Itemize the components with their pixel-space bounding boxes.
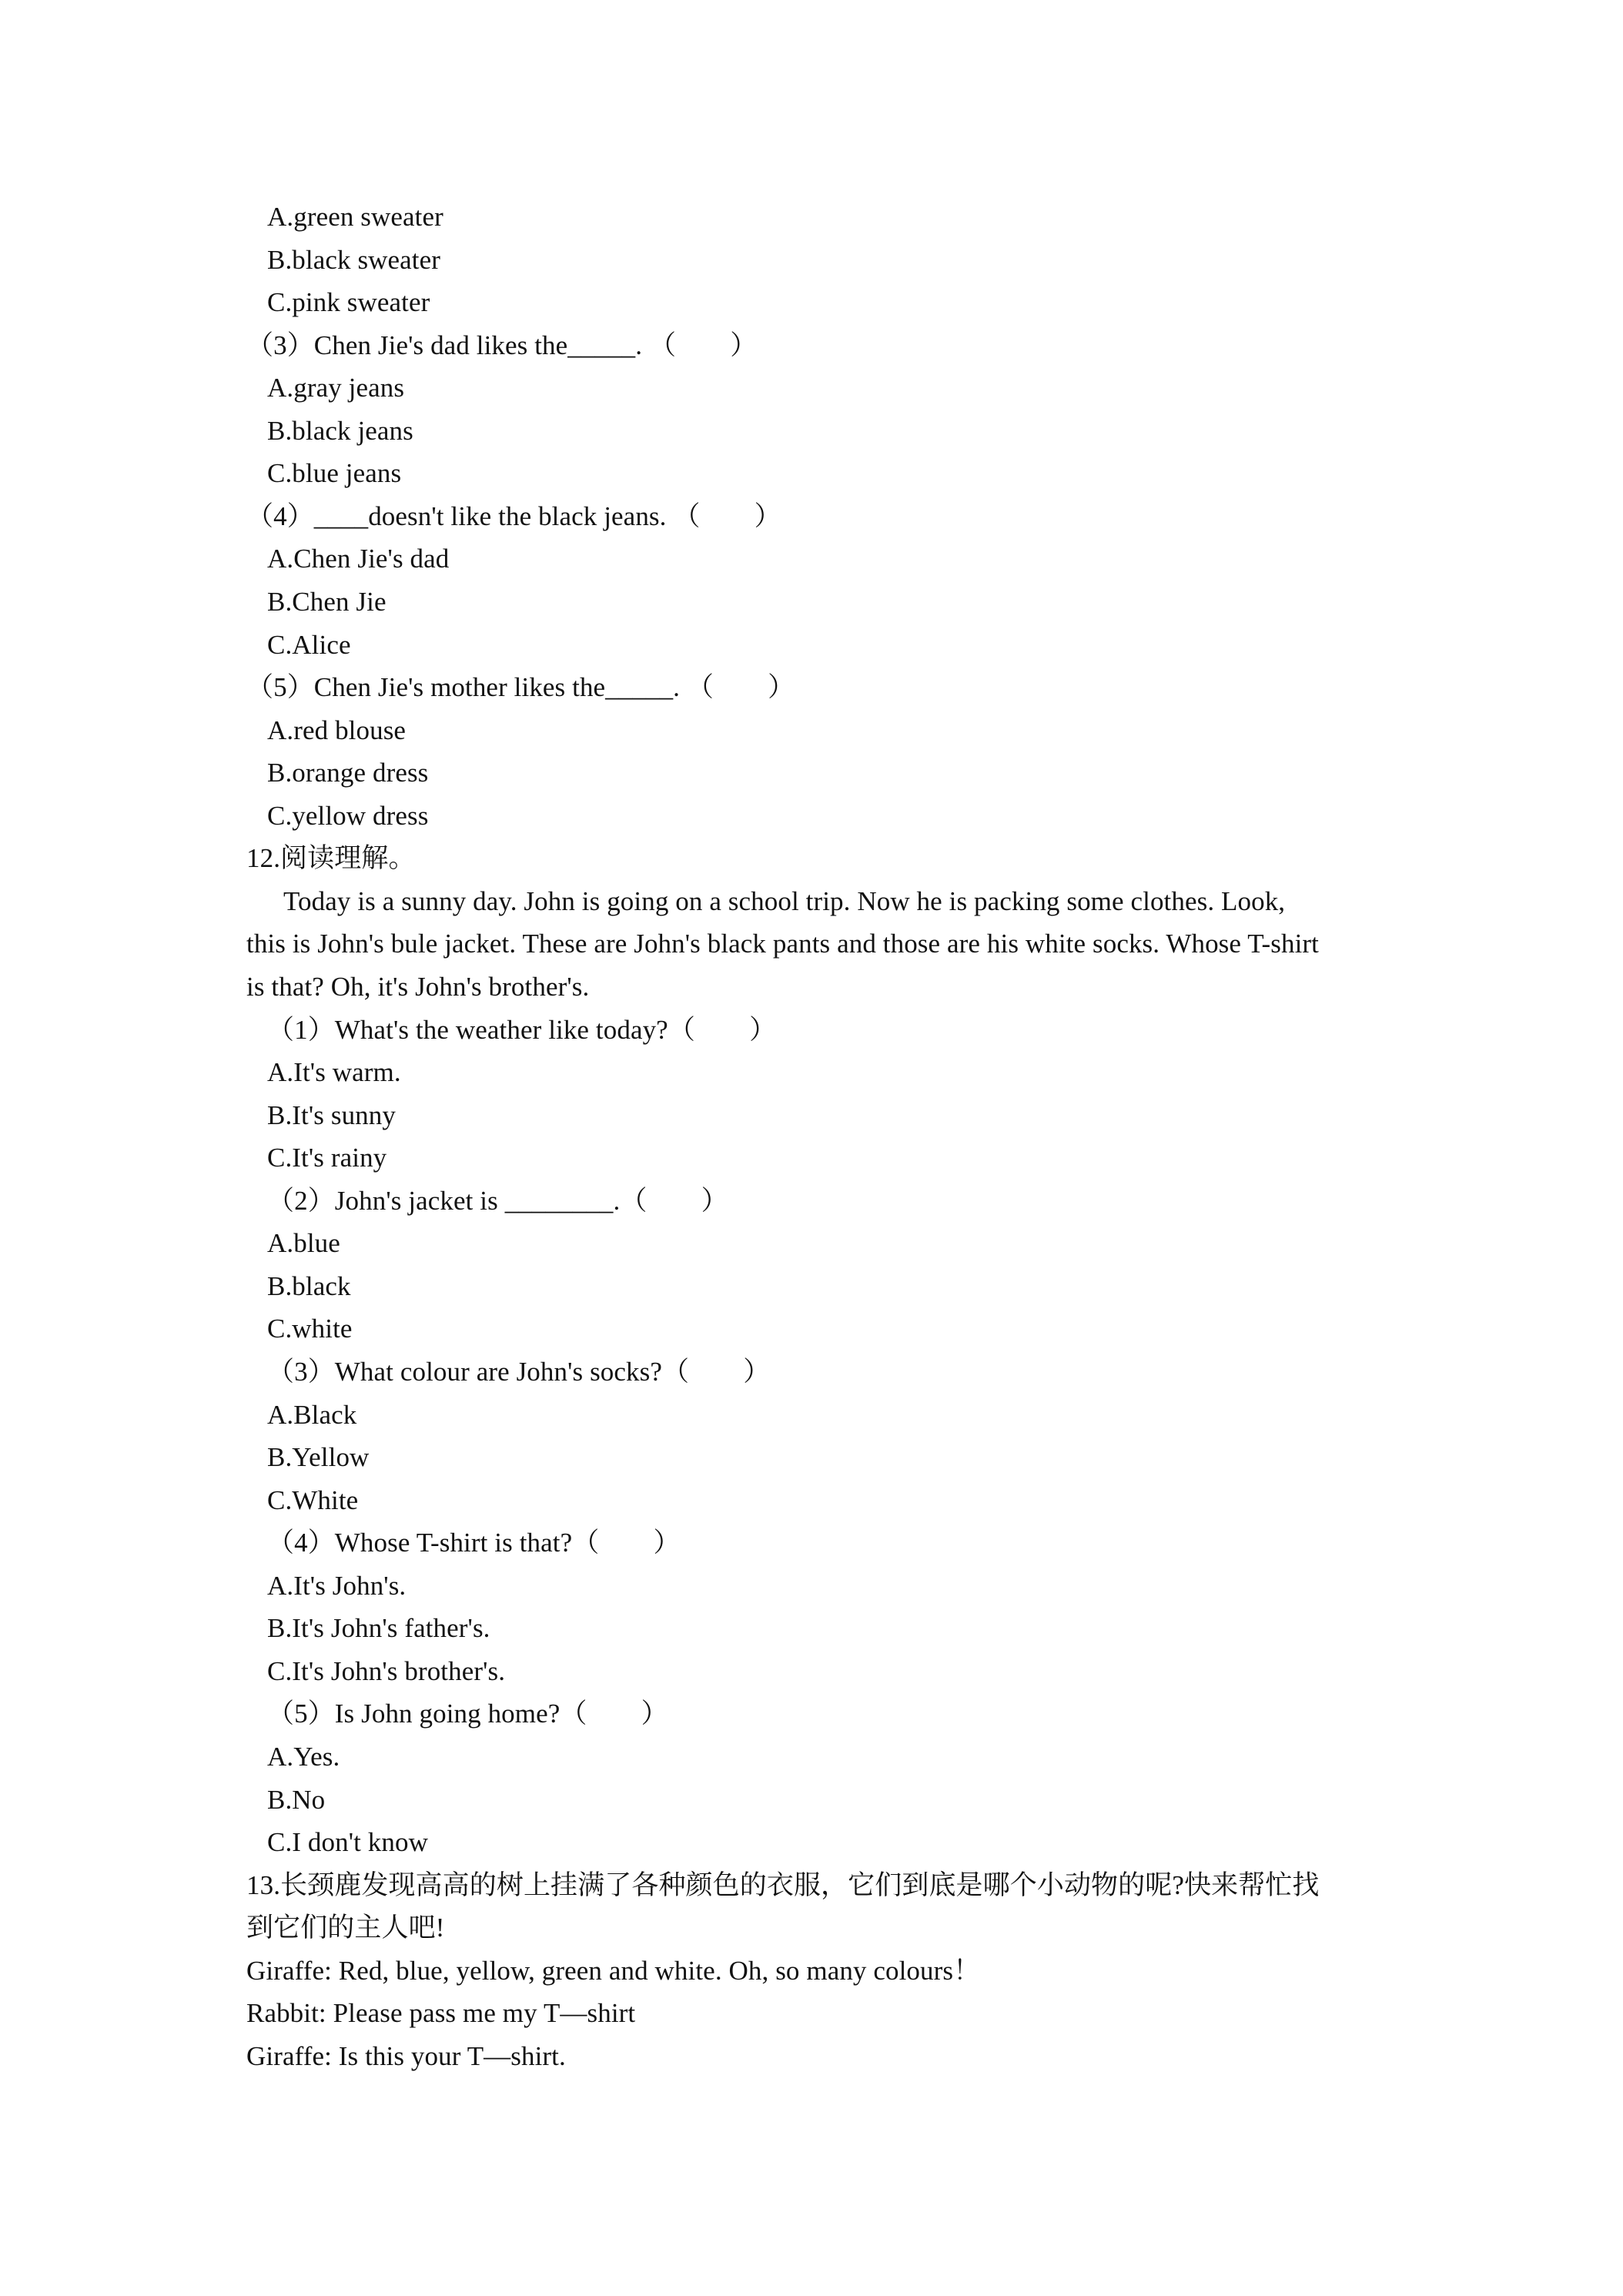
q11-4-option-b: B.Chen Jie — [267, 587, 387, 617]
dialogue-line-3: Giraffe: Is this your T—shirt. — [246, 2041, 566, 2071]
q12-3-question: （3）What colour are John's socks?（ ） — [267, 1357, 771, 1387]
q12-2-option-c: C.white — [267, 1314, 353, 1344]
q12-1-option-c: C.It's rainy — [267, 1143, 387, 1173]
q12-4-option-c: C.It's John's brother's. — [267, 1656, 506, 1686]
section-12-heading: 12.阅读理解。 — [246, 843, 416, 873]
q11-4-option-c: C.Alice — [267, 630, 351, 660]
q12-2-option-b: B.black — [267, 1271, 351, 1301]
q11-2-option-c: C.pink sweater — [267, 287, 430, 317]
q12-5-question: （5）Is John going home?（ ） — [267, 1699, 668, 1729]
q11-3-option-b: B.black jeans — [267, 416, 413, 446]
q11-5-option-a: A.red blouse — [267, 715, 407, 745]
q11-4-question: （4）____doesn't like the black jeans. （ ） — [246, 501, 781, 531]
q11-5-option-b: B.orange dress — [267, 758, 429, 788]
section-13-heading-line-1: 13.长颈鹿发现高高的树上挂满了各种颜色的衣服，它们到底是哪个小动物的呢?快来帮忙找 — [246, 1870, 1320, 1900]
q12-4-option-b: B.It's John's father's. — [267, 1613, 490, 1643]
q12-5-option-a: A.Yes. — [267, 1742, 340, 1772]
section-13-heading-line-2: 到它们的主人吧! — [246, 1913, 445, 1943]
q11-5-question: （5）Chen Jie's mother likes the_____. （ ） — [246, 672, 795, 702]
q11-2-option-a: A.green sweater — [267, 202, 443, 232]
q11-3-option-c: C.blue jeans — [267, 458, 402, 488]
q12-3-option-c: C.White — [267, 1485, 359, 1515]
q11-3-question: （3）Chen Jie's dad likes the_____. （ ） — [246, 330, 758, 360]
q12-1-option-a: A.It's warm. — [267, 1057, 401, 1087]
q12-2-question: （2）John's jacket is ________.（ ） — [267, 1186, 728, 1216]
q11-2-option-b: B.black sweater — [267, 245, 441, 275]
q12-1-question: （1）What's the weather like today?（ ） — [267, 1015, 777, 1045]
passage-line-1: Today is a sunny day. John is going on a school trip. Now he is packing some clothes. Look, — [283, 886, 1286, 916]
q12-2-option-a: A.blue — [267, 1228, 340, 1258]
q12-3-option-b: B.Yellow — [267, 1442, 370, 1472]
passage-line-3: is that? Oh, it's John's brother's. — [246, 972, 590, 1002]
q12-4-option-a: A.It's John's. — [267, 1571, 407, 1601]
q12-5-option-b: B.No — [267, 1785, 326, 1815]
q11-5-option-c: C.yellow dress — [267, 801, 429, 831]
q11-4-option-a: A.Chen Jie's dad — [267, 544, 450, 574]
q12-1-option-b: B.It's sunny — [267, 1100, 396, 1130]
passage-line-2: this is John's bule jacket. These are John's black pants and those are his white socks. Whose T-shirt — [246, 929, 1319, 959]
q12-4-question: （4）Whose T-shirt is that?（ ） — [267, 1528, 681, 1558]
q11-3-option-a: A.gray jeans — [267, 373, 405, 403]
dialogue-line-2: Rabbit: Please pass me my T—shirt — [246, 1998, 636, 2028]
dialogue-line-1: Giraffe: Red, blue, yellow, green and white. Oh, so many colours！ — [246, 1956, 981, 1986]
q12-3-option-a: A.Black — [267, 1400, 357, 1430]
q12-5-option-c: C.I don't know — [267, 1827, 428, 1857]
